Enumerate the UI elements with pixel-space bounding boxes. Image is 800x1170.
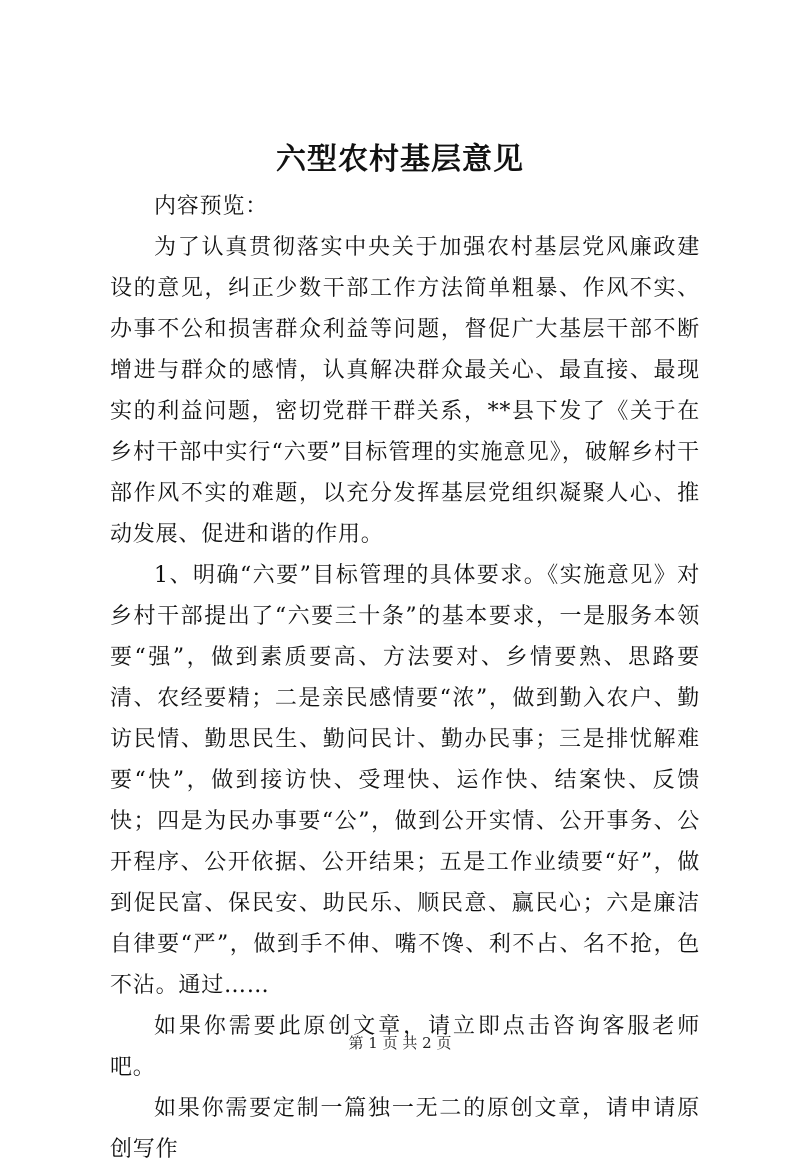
body-paragraph: 为了认真贯彻落实中央关于加强农村基层党风廉政建设的意见，纠正少数干部工作方法简单粗暴、作风不实、办事不公和损害群众利益等问题，督促广大基层干部不断增进与群众的感情，认真解决群众最关心、最直接、最现实的利益问题，密切党群干群关系，**县下发了《关于在乡村干部中实行“六要”目标管理的实施意见》，破解乡村干部作风不实的难题，以充分发挥基层党组织凝聚人心、推动发展、促进和谐的作用。 (110, 235, 700, 547)
promo-paragraph[interactable]: 如果你需要定制一篇独一无二的原创文章，请申请原创写作 (110, 1096, 700, 1162)
document-title: 六型农村基层意见 (276, 142, 524, 177)
promo-paragraph[interactable]: 如果你需要此原创文章，请立即点击咨询客服老师吧。 (110, 1014, 700, 1080)
body-paragraph: 1、明确“六要”目标管理的具体要求。《实施意见》对乡村干部提出了“六要三十条”的基本要求，一是服务本领要“强”，做到素质要高、方法要对、乡情要熟、思路要清、农经要精；二是亲民感情要“浓”，做到勤入农户、勤访民情、勤思民生、勤问民计、勤办民事；三是排忧解难要“快”，做到接访快、受理快、运作快、结案快、反馈快；四是为民办事要“公”，做到公开实情、公开事务、公开程序、公开依据、公开结果；五是工作业绩要“好”，做到促民富、保民安、助民乐、顺民意、赢民心；六是廉洁自律要“严”，做到手不伸、嘴不馋、利不占、名不抢，色不沾。通过…… (110, 563, 700, 998)
document-body (110, 186, 700, 1170)
preview-label: 内容预览： (154, 194, 269, 219)
page-footer: 第 1 页 共 2 页 (348, 1034, 452, 1052)
